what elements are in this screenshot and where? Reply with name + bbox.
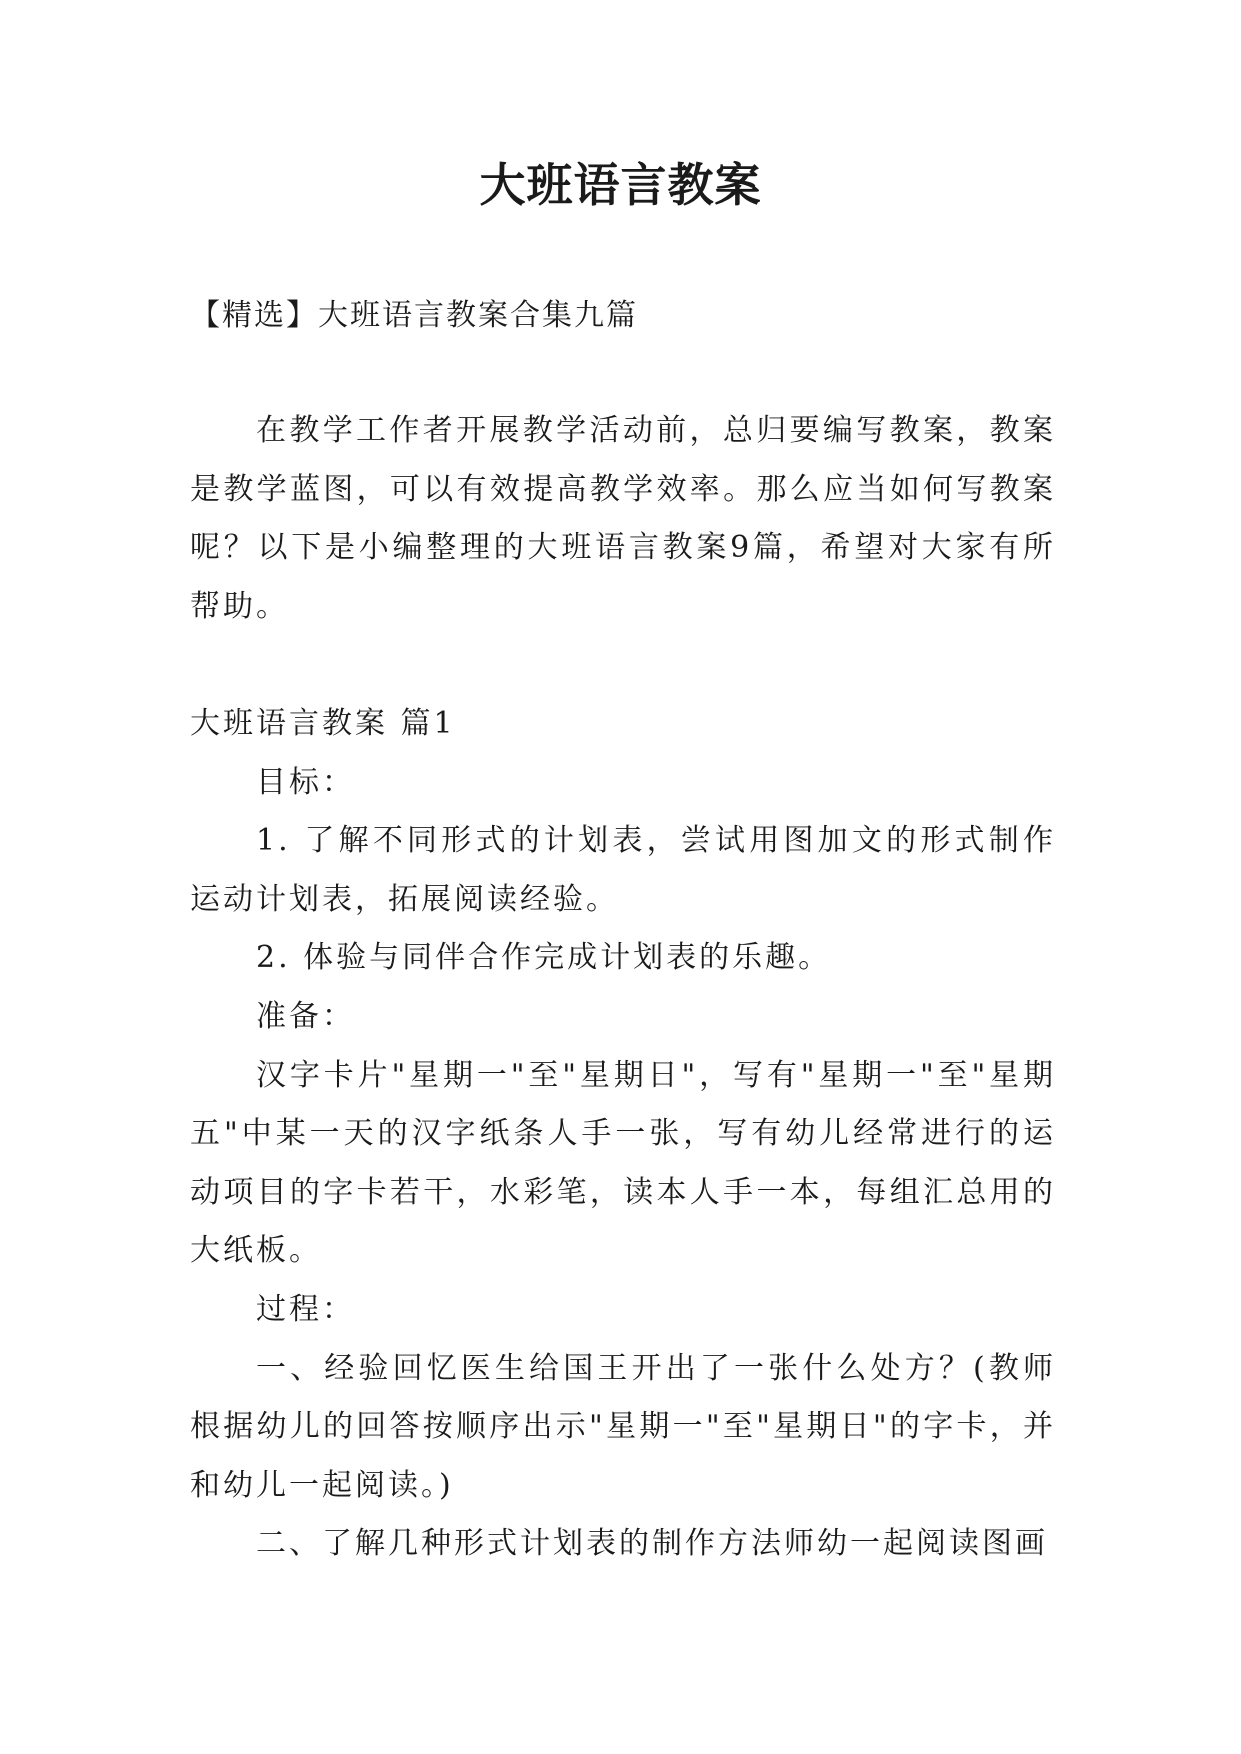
- document-title: 大班语言教案: [479, 158, 762, 212]
- document-body: [190, 402, 1056, 1574]
- goal-item-1: 1. 了解不同形式的计划表，尝试用图加文的形式制作运动计划表，拓展阅读经验。: [190, 823, 1056, 917]
- prep-label: 准备：: [256, 998, 355, 1034]
- goal-label: 目标：: [256, 764, 355, 800]
- process-label: 过程：: [256, 1291, 355, 1327]
- section-heading: 大班语言教案 篇1: [190, 705, 456, 741]
- prep-paragraph: 汉字卡片"星期一"至"星期日"，写有"星期一"至"星期五"中某一天的汉字纸条人手一张，写有幼儿经常进行的运动项目的字卡若干，水彩笔，读本人手一本，每组汇总用的大纸板。: [190, 1057, 1056, 1269]
- intro-paragraph: 在教学工作者开展教学活动前，总归要编写教案，教案是教学蓝图，可以有效提高教学效率。那么应当如何写教案呢？以下是小编整理的大班语言教案9篇，希望对大家有所帮助。: [190, 413, 1056, 624]
- paragraph-spacer: [190, 636, 1056, 695]
- goal-item-2: 2. 体验与同伴合作完成计划表的乐趣。: [256, 940, 832, 976]
- document-subtitle: 【精选】大班语言教案合集九篇: [190, 298, 638, 333]
- process-step-2: 二、了解几种形式计划表的制作方法师幼一起阅读图画: [256, 1526, 1048, 1562]
- process-step-1: 一、经验回忆医生给国王开出了一张什么处方？(教师根据幼儿的回答按顺序出示"星期一"至"星期日"的字卡，并和幼儿一起阅读。): [190, 1350, 1056, 1503]
